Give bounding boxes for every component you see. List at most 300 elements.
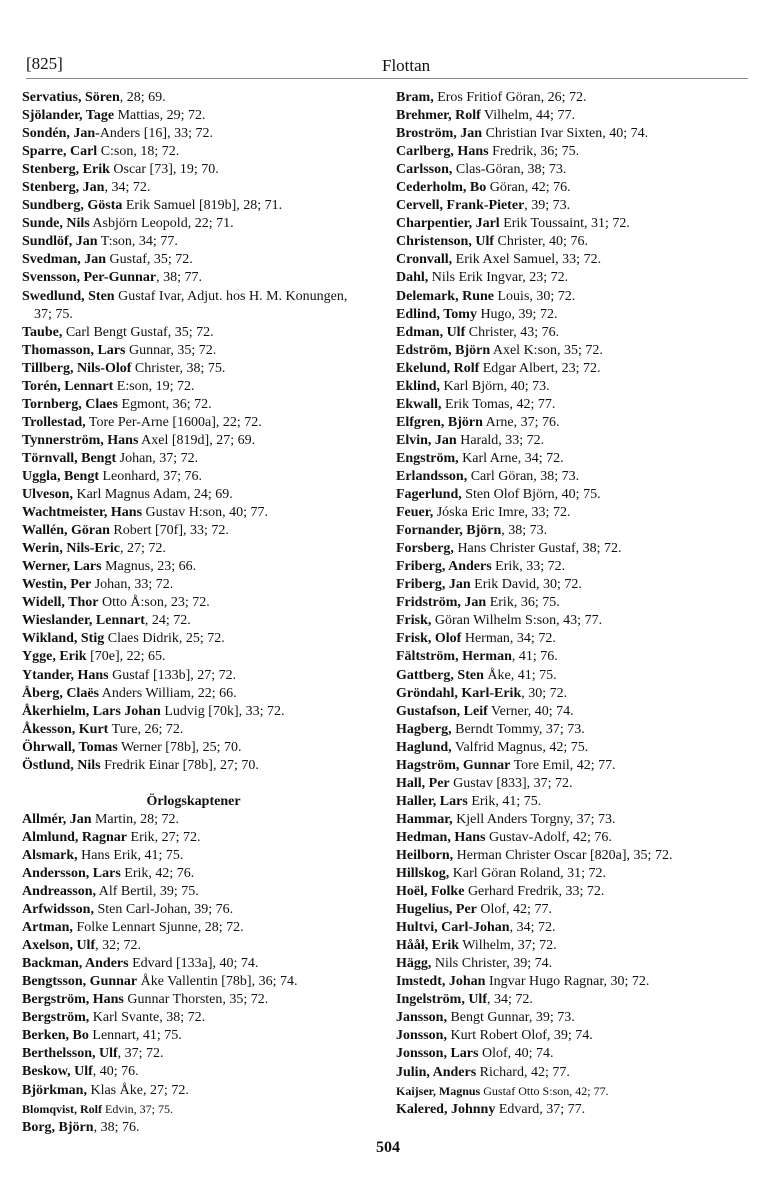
- entry-name: Hillskog,: [396, 866, 450, 882]
- register-entry: [396, 919, 748, 937]
- register-entry: [22, 973, 365, 991]
- entry-details: Ingvar Hugo Ragnar, 30; 72.: [485, 974, 650, 990]
- entry-name: Åkesson, Kurt: [22, 721, 109, 737]
- entry-name: Axelson, Ulf: [22, 938, 96, 954]
- entry-name: Andersson, Lars: [22, 865, 121, 881]
- entry-name: Ulveson,: [22, 487, 73, 503]
- entry-name: Hååł, Erik: [396, 938, 460, 954]
- entry-details: Alf Bertil, 39; 75.: [96, 884, 199, 900]
- entry-name: Haglund,: [396, 739, 452, 755]
- entry-name: Trollestad,: [22, 414, 86, 430]
- entry-name: Sundlöf, Jan: [22, 234, 98, 250]
- register-entry: [22, 1009, 365, 1027]
- entry-name: Cronvall,: [396, 252, 453, 268]
- entry-details: Fredrik, 36; 75.: [488, 144, 580, 160]
- register-entry: [396, 685, 748, 703]
- entry-details: Kjell Anders Torgny, 37; 73.: [452, 811, 616, 827]
- register-entry: [22, 360, 365, 378]
- entry-details: , 34; 72.: [509, 920, 556, 936]
- entry-name: Hultvi, Carl-Johan: [396, 920, 510, 936]
- entry-name: Wallén, Göran: [22, 523, 110, 539]
- entry-name: Elvin, Jan: [396, 432, 457, 448]
- entry-name: Delemark, Rune: [396, 288, 494, 304]
- entry-details: Gunnar Thorsten, 35; 72.: [123, 992, 269, 1008]
- register-entry: [22, 396, 365, 414]
- entry-details: Christian Ivar Sixten, 40; 74.: [482, 126, 649, 142]
- entry-name: Widell, Thor: [22, 595, 99, 611]
- register-entry: [396, 883, 748, 901]
- register-entry: [396, 865, 748, 883]
- entry-name: Ytander, Hans: [22, 667, 109, 683]
- entry-details: Johan, 37; 72.: [116, 450, 199, 466]
- register-entry: [22, 378, 365, 396]
- entry-name: Charpentier, Jarl: [396, 216, 500, 232]
- entry-details: Martin, 28; 72.: [91, 811, 179, 827]
- register-entry: [22, 955, 365, 973]
- entry-details: Edvard, 37; 77.: [495, 1101, 586, 1117]
- entry-details: Kurt Robert Olof, 39; 74.: [446, 1028, 593, 1044]
- entry-name: Carlsson,: [396, 162, 453, 178]
- register-entry: [22, 414, 365, 432]
- entry-details: Tore Per-Arne [1600a], 22; 72.: [85, 414, 262, 430]
- entry-details: Gerhard Fredrik, 33; 72.: [464, 884, 605, 900]
- entry-details: Erik, 33; 72.: [491, 559, 566, 575]
- entry-name: Törnvall, Bengt: [22, 450, 117, 466]
- register-entry: [22, 251, 365, 269]
- register-entry: [22, 143, 365, 161]
- entry-details: Erik Samuel [819b], 28; 71.: [122, 198, 283, 214]
- entry-details: Asbjörn Leopold, 22; 71.: [89, 216, 234, 232]
- register-entry: [22, 269, 365, 287]
- right-column: [396, 89, 748, 1119]
- entry-details: [70e], 22; 65.: [86, 649, 166, 665]
- register-entry: [396, 757, 748, 775]
- entry-name: Borg, Björn: [22, 1119, 94, 1135]
- register-entry: [22, 107, 365, 125]
- entry-name: Kalered, Johnny: [396, 1101, 496, 1117]
- entry-details: Bengt Gunnar, 39; 73.: [446, 1010, 575, 1026]
- register-list-kaptener: [22, 89, 365, 775]
- register-entry: [396, 324, 748, 342]
- entry-name: Hedman, Hans: [396, 829, 486, 845]
- entry-details: Harald, 33; 72.: [456, 432, 545, 448]
- register-entry: [396, 1045, 748, 1063]
- entry-details: Werner [78b], 25; 70.: [117, 739, 242, 755]
- entry-name: Allmér, Jan: [22, 811, 92, 827]
- register-list-orlogskaptener-continued: [396, 89, 748, 1119]
- register-entry: [22, 215, 365, 233]
- register-entry: [22, 1045, 365, 1063]
- entry-details: Göran Wilhelm S:son, 43; 77.: [431, 613, 603, 629]
- entry-details: Magnus, 23; 66.: [101, 559, 197, 575]
- register-entry: [22, 667, 365, 685]
- register-entry: [22, 739, 365, 757]
- register-entry: [396, 468, 748, 486]
- entry-name: Heilborn,: [396, 847, 454, 863]
- register-entry: [396, 739, 748, 757]
- entry-details: Fredrik Einar [78b], 27; 70.: [100, 757, 259, 773]
- register-entry: [396, 504, 748, 522]
- register-entry: [396, 378, 748, 396]
- page-header: [26, 50, 748, 78]
- entry-name: Kaijser, Magnus: [396, 1083, 481, 1098]
- register-entry: [396, 1009, 748, 1027]
- register-entry: [22, 829, 365, 847]
- entry-name: Stenberg, Erik: [22, 162, 110, 178]
- register-entry: [396, 667, 748, 685]
- entry-details: Gustaf, 35; 72.: [106, 252, 193, 268]
- register-entry: [22, 486, 365, 504]
- entry-details: Erik, 27; 72.: [127, 829, 201, 845]
- entry-details: Herman, 34; 72.: [461, 631, 556, 647]
- entry-name: Werner, Lars: [22, 559, 102, 575]
- register-entry: [22, 540, 365, 558]
- entry-details: , 37; 72.: [117, 1046, 164, 1062]
- entry-details: Tore Emil, 42; 77.: [510, 757, 616, 773]
- entry-name: Ingelström, Ulf: [396, 992, 487, 1008]
- register-entry: [396, 829, 748, 847]
- register-entry: [22, 1100, 365, 1119]
- entry-name: Wieslander, Lennart: [22, 613, 145, 629]
- subheading-orlogskaptener: Örlogskaptener: [146, 793, 241, 809]
- entry-details: Karl Björn, 40; 73.: [439, 378, 550, 394]
- entry-name: Taube,: [22, 324, 63, 340]
- entry-details: Oscar [73], 19; 70.: [109, 162, 219, 178]
- register-entry: [396, 107, 748, 125]
- entry-details: Axel K:son, 35; 72.: [490, 342, 603, 358]
- entry-name: Hammar,: [396, 811, 453, 827]
- entry-name: Eklind,: [396, 378, 440, 394]
- entry-name: Fridström, Jan: [396, 595, 487, 611]
- register-entry: [396, 901, 748, 919]
- register-entry: [22, 504, 365, 522]
- entry-name: Sundberg, Gösta: [22, 198, 123, 214]
- entry-name: Edström, Björn: [396, 342, 491, 358]
- entry-details: , 28; 69.: [119, 90, 166, 105]
- register-entry: [396, 414, 748, 432]
- entry-name: Hall, Per: [396, 775, 450, 791]
- entry-name: Tynnerström, Hans: [22, 432, 139, 448]
- entry-name: Dahl,: [396, 270, 429, 286]
- entry-details: Mattias, 29; 72.: [114, 108, 206, 124]
- entry-name: Broström, Jan: [396, 126, 483, 142]
- entry-name: Svedman, Jan: [22, 252, 107, 268]
- entry-details: Herman Christer Oscar [820a], 35; 72.: [453, 847, 673, 863]
- entry-details: , 40; 76.: [92, 1064, 139, 1080]
- register-entry: [396, 125, 748, 143]
- entry-name: Björkman,: [22, 1082, 87, 1098]
- entry-name: Arfwidsson,: [22, 902, 94, 918]
- entry-details: Gustaf [133b], 27; 72.: [108, 667, 237, 683]
- entry-details: Eros Fritiof Göran, 26; 72.: [433, 90, 587, 105]
- register-entry: [22, 883, 365, 901]
- register-entry: [22, 612, 365, 630]
- entry-details: Gustav H:son, 40; 77.: [142, 505, 269, 521]
- entry-name: Bengtsson, Gunnar: [22, 974, 138, 990]
- entry-details: , 38; 77.: [156, 270, 202, 286]
- entry-details: Robert [70f], 33; 72.: [109, 523, 229, 539]
- entry-name: Wachtmeister, Hans: [22, 505, 143, 521]
- entry-name: Berken, Bo: [22, 1028, 89, 1044]
- entry-details: C:son, 18; 72.: [97, 144, 180, 160]
- register-entry: [22, 757, 365, 775]
- register-entry: [396, 991, 748, 1009]
- entry-details: Edvin, 37; 75.: [102, 1101, 174, 1116]
- register-entry: [396, 269, 748, 287]
- entry-name: Östlund, Nils: [22, 757, 101, 773]
- entry-details: Lennart, 41; 75.: [88, 1028, 182, 1044]
- register-entry: [22, 432, 365, 450]
- entry-details: Richard, 42; 77.: [476, 1064, 570, 1080]
- entry-name: Gattberg, Sten: [396, 667, 484, 683]
- entry-name: Almlund, Ragnar: [22, 829, 128, 845]
- entry-details: Louis, 30; 72.: [494, 288, 576, 304]
- entry-name: Fagerlund,: [396, 487, 462, 503]
- entry-name: Cederholm, Bo: [396, 180, 487, 196]
- register-entry: [22, 197, 365, 215]
- entry-details: Erik Tomas, 42; 77.: [441, 396, 556, 412]
- entry-name: Hagström, Gunnar: [396, 757, 511, 773]
- register-entry: [396, 648, 748, 666]
- page-number: 504: [376, 1139, 400, 1156]
- register-entry: [396, 1027, 748, 1045]
- entry-details: Carl Bengt Gustaf, 35; 72.: [62, 324, 214, 340]
- entry-name: Westin, Per: [22, 577, 92, 593]
- register-entry: [396, 612, 748, 630]
- entry-details: Christer, 38; 75.: [131, 360, 226, 376]
- register-entry: [396, 197, 748, 215]
- entry-details: Sten Carl-Johan, 39; 76.: [93, 902, 234, 918]
- entry-details: Åke, 41; 75.: [483, 667, 557, 683]
- entry-details: Erik, 41; 75.: [467, 793, 542, 809]
- register-entry: [22, 865, 365, 883]
- entry-details: Erik David, 30; 72.: [470, 577, 582, 593]
- entry-name: Bergström, Hans: [22, 992, 124, 1008]
- entry-details: Clas-Göran, 38; 73.: [452, 162, 567, 178]
- entry-name: Ekwall,: [396, 396, 442, 412]
- register-entry: [396, 540, 748, 558]
- entry-details: Nils Christer, 39; 74.: [431, 956, 553, 972]
- register-entry: [22, 522, 365, 540]
- entry-name: Edman, Ulf: [396, 324, 466, 340]
- entry-details: Karl Svante, 38; 72.: [89, 1010, 206, 1026]
- register-entry: [22, 991, 365, 1009]
- entry-name: Forsberg,: [396, 541, 454, 557]
- entry-details: Folke Lennart Sjunne, 28; 72.: [72, 920, 244, 936]
- entry-details: Hugo, 39; 72.: [476, 306, 558, 322]
- register-entry: [396, 233, 748, 251]
- register-entry: [396, 432, 748, 450]
- register-entry: [396, 1101, 748, 1119]
- entry-name: Sparre, Carl: [22, 144, 98, 160]
- register-entry: [396, 775, 748, 793]
- entry-details: Erik, 36; 75.: [486, 595, 560, 611]
- entry-details: Claes Didrik, 25; 72.: [104, 631, 225, 647]
- entry-name: Stenberg, Jan: [22, 180, 105, 196]
- entry-name: Fornander, Björn: [396, 523, 502, 539]
- register-entry: [396, 522, 748, 540]
- entry-name: Blomqvist, Rolf: [22, 1101, 103, 1116]
- register-entry: [22, 811, 365, 829]
- entry-details: Anders [16], 33; 72.: [99, 126, 213, 142]
- entry-details: Valfrid Magnus, 42; 75.: [451, 739, 589, 755]
- entry-name: Edlind, Tomy: [396, 306, 477, 322]
- entry-details: Verner, 40; 74.: [487, 703, 574, 719]
- entry-details: Nils Erik Ingvar, 23; 72.: [428, 270, 569, 286]
- entry-name: Artman,: [22, 920, 73, 936]
- register-entry: [396, 396, 748, 414]
- entry-details: Sten Olof Björn, 40; 75.: [461, 487, 601, 503]
- entry-details: , 27; 72.: [120, 541, 166, 557]
- entry-name: Alsmark,: [22, 847, 78, 863]
- entry-name: Wikland, Stig: [22, 631, 105, 647]
- register-entry: [396, 342, 748, 360]
- entry-name: Hugelius, Per: [396, 902, 477, 918]
- entry-details: Leonhard, 37; 76.: [99, 468, 203, 484]
- entry-details: , 24; 72.: [144, 613, 191, 629]
- entry-name: Erlandsson,: [396, 468, 468, 484]
- register-entry: [22, 233, 365, 251]
- entry-details: , 34; 72.: [487, 992, 533, 1008]
- register-entry: [22, 1063, 365, 1081]
- register-entry: [396, 486, 748, 504]
- entry-name: Thomasson, Lars: [22, 342, 126, 358]
- register-entry: [396, 161, 748, 179]
- entry-name: Engström,: [396, 450, 459, 466]
- entry-details: Ture, 26; 72.: [108, 721, 184, 737]
- register-entry: [22, 919, 365, 937]
- entry-name: Cervell, Frank-Pieter: [396, 198, 525, 214]
- register-entry: [22, 1119, 365, 1137]
- entry-details: Johan, 33; 72.: [91, 577, 174, 593]
- entry-details: Axel [819d], 27; 69.: [138, 432, 256, 448]
- register-entry: [396, 143, 748, 161]
- entry-name: Friberg, Anders: [396, 559, 492, 575]
- entry-name: Tillberg, Nils-Olof: [22, 360, 132, 376]
- register-entry: [22, 161, 365, 179]
- entry-name: Feuer,: [396, 505, 434, 521]
- entry-name: Andreasson,: [22, 884, 97, 900]
- entry-details: Erik Axel Samuel, 33; 72.: [452, 252, 602, 268]
- entry-name: Jonsson, Lars: [396, 1046, 479, 1062]
- entry-name: Sjölander, Tage: [22, 108, 115, 124]
- entry-name: Brehmer, Rolf: [396, 108, 481, 124]
- entry-details: Gunnar, 35; 72.: [125, 342, 217, 358]
- entry-name: Hägg,: [396, 956, 432, 972]
- entry-details: Karl Magnus Adam, 24; 69.: [72, 487, 233, 503]
- entry-details: E:son, 19; 72.: [113, 378, 195, 394]
- entry-details: Åke Vallentin [78b], 36; 74.: [137, 974, 298, 990]
- register-entry: [22, 594, 365, 612]
- register-entry: [22, 288, 365, 324]
- register-entry: [396, 558, 748, 576]
- entry-name: Swedlund, Sten: [22, 288, 115, 304]
- page-code: [825]: [26, 54, 63, 73]
- entry-name: Carlberg, Hans: [396, 144, 489, 160]
- entry-name: Ygge, Erik: [22, 649, 87, 665]
- entry-name: Hoël, Folke: [396, 884, 465, 900]
- entry-details: Göran, 42; 76.: [486, 180, 571, 196]
- entry-details: Hans Erik, 41; 75.: [77, 847, 184, 863]
- entry-details: , 34; 72.: [104, 180, 151, 196]
- entry-name: Åkerhielm, Lars Johan: [22, 703, 161, 719]
- section-title: Flottan: [382, 56, 431, 75]
- entry-name: Imstedt, Johan: [396, 974, 486, 990]
- entry-details: Christer, 43; 76.: [465, 324, 560, 340]
- entry-details: Vilhelm, 44; 77.: [480, 108, 575, 124]
- register-entry: [396, 793, 748, 811]
- entry-name: Elfgren, Björn: [396, 414, 483, 430]
- entry-name: Gustafson, Leif: [396, 703, 488, 719]
- register-entry: [22, 721, 365, 739]
- entry-name: Werin, Nils-Eric: [22, 541, 120, 557]
- entry-name: Torén, Lennart: [22, 378, 114, 394]
- entry-name: Haller, Lars: [396, 793, 468, 809]
- entry-details: , 32; 72.: [95, 938, 142, 954]
- register-entry: [396, 721, 748, 739]
- register-entry: [396, 847, 748, 865]
- register-entry: [22, 450, 365, 468]
- entry-details: Erik Toussaint, 31; 72.: [499, 216, 630, 232]
- entry-name: Sunde, Nils: [22, 216, 90, 232]
- entry-details: , 39; 73.: [524, 198, 571, 214]
- entry-name: Hagberg,: [396, 721, 452, 737]
- entry-details: Olof, 40; 74.: [478, 1046, 554, 1062]
- entry-details: Egmont, 36; 72.: [117, 396, 212, 412]
- register-entry: [22, 89, 365, 107]
- register-entry: [22, 648, 365, 666]
- entry-name: Svensson, Per-Gunnar: [22, 270, 157, 286]
- entry-name: Christenson, Ulf: [396, 234, 495, 250]
- left-column: [22, 89, 365, 1137]
- entry-details: Hans Christer Gustaf, 38; 72.: [453, 541, 622, 557]
- entry-name: Bergström,: [22, 1010, 90, 1026]
- register-entry: [396, 811, 748, 829]
- entry-details: Gustav-Adolf, 42; 76.: [485, 829, 612, 845]
- register-entry: [396, 594, 748, 612]
- register-entry: [396, 179, 748, 197]
- register-entry: [396, 215, 748, 233]
- entry-details: , 41; 76.: [511, 649, 558, 665]
- entry-details: Olof, 42; 77.: [476, 902, 552, 918]
- entry-name: Backman, Anders: [22, 956, 129, 972]
- entry-name: Åberg, Claës: [22, 685, 99, 701]
- register-entry: [396, 703, 748, 721]
- register-entry: [22, 468, 365, 486]
- entry-details: Gustaf Ivar, Adjut. hos H. M. Konungen, 37; 75.: [34, 288, 348, 322]
- register-entry: [396, 937, 748, 955]
- register-entry: [22, 576, 365, 594]
- register-entry: [396, 630, 748, 648]
- entry-details: Carl Göran, 38; 73.: [467, 468, 580, 484]
- register-entry: [22, 324, 365, 342]
- entry-name: Jansson,: [396, 1010, 447, 1026]
- register-entry: [396, 306, 748, 324]
- entry-details: Christer, 40; 76.: [494, 234, 588, 250]
- register-entry: [22, 685, 365, 703]
- register-entry: [22, 1027, 365, 1045]
- entry-name: Berthelsson, Ulf: [22, 1046, 118, 1062]
- register-entry: [396, 89, 748, 107]
- register-entry: [396, 973, 748, 991]
- register-entry: [22, 630, 365, 648]
- register-entry: [396, 450, 748, 468]
- entry-details: Wilhelm, 37; 72.: [459, 938, 557, 954]
- entry-details: , 38; 73.: [501, 523, 548, 539]
- entry-details: Klas Åke, 27; 72.: [86, 1082, 189, 1098]
- register-entry: [396, 576, 748, 594]
- entry-name: Ekelund, Rolf: [396, 360, 480, 376]
